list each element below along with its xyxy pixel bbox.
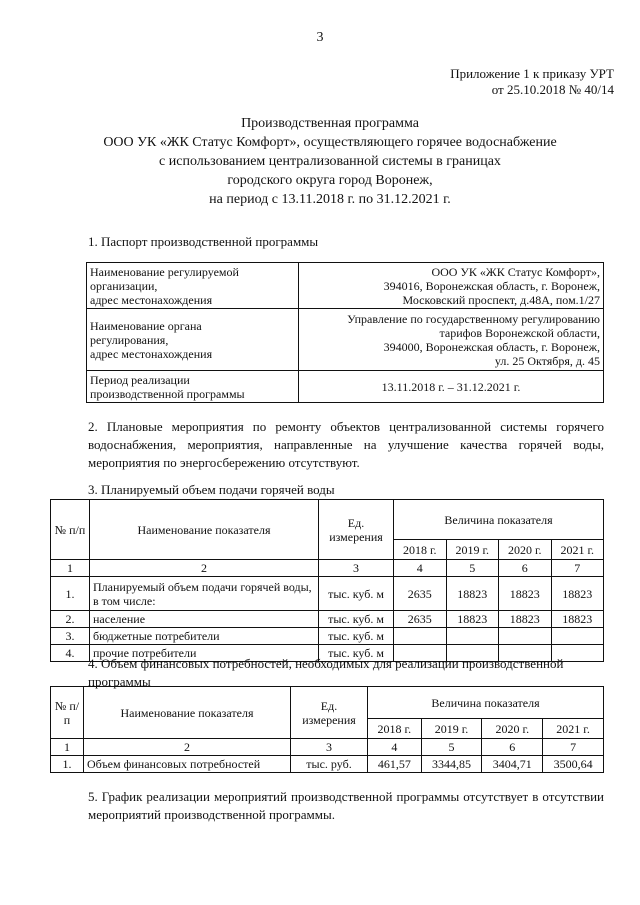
row-value — [551, 628, 604, 645]
col-num: 3 — [319, 560, 394, 577]
row-name: прочие потребители — [90, 645, 319, 662]
row-name: бюджетные потребители — [90, 628, 319, 645]
row-value: 461,57 — [368, 756, 422, 773]
table-header-row — [51, 687, 604, 719]
table-header-row — [51, 500, 604, 540]
title-line-4: городского округа город Воронеж, — [227, 173, 433, 188]
row-value: 3344,85 — [421, 756, 482, 773]
title-line-5: на период с 13.11.2018 г. по 31.12.2021 г. — [209, 192, 451, 207]
row-value: 18823 — [551, 577, 604, 611]
passport-row — [87, 309, 604, 371]
column-number-row — [51, 739, 604, 756]
passport-row — [87, 371, 604, 403]
value-line: ул. 25 Октября, д. 45 — [494, 353, 600, 368]
year-cell: 2020 г. — [499, 540, 552, 560]
col-num: 7 — [551, 560, 604, 577]
year-cell: 2020 г. — [482, 719, 543, 739]
row-value: 18823 — [551, 611, 604, 628]
col-num: 5 — [446, 560, 499, 577]
financial-table — [50, 686, 604, 773]
col-num: 3 — [291, 739, 368, 756]
page-number: 3 — [316, 30, 324, 45]
value-line: Управление по государственному регулированию — [347, 311, 600, 326]
year-cell: 2019 г. — [446, 540, 499, 560]
header-unit: Ед. измерения — [291, 687, 368, 739]
year-cell: 2021 г. — [543, 719, 604, 739]
row-value: 2635 — [394, 577, 447, 611]
row-name: Объем финансовых потребностей — [84, 756, 291, 773]
row-name: население — [90, 611, 319, 628]
year-cell: 2021 г. — [551, 540, 604, 560]
table-row — [51, 577, 604, 611]
row-unit: тыс. куб. м — [319, 645, 394, 662]
col-num: 1 — [51, 560, 90, 577]
header-unit: Ед. измерения — [319, 500, 394, 560]
row-unit: тыс. руб. — [291, 756, 368, 773]
passport-label — [87, 309, 299, 371]
section2-text: 2. Плановые мероприятия по ремонту объектов централизованной системы горячего водоснабжения, мероприятия, направленные на улучшение качества горячей воды, мероприятия по энергосбережению отсутствуют. — [88, 419, 604, 470]
section1-heading: 1. Паспорт производственной программы — [88, 234, 319, 249]
row-value: 2635 — [394, 611, 447, 628]
appendix-line-1: Приложение 1 к приказу УРТ — [450, 66, 614, 81]
row-unit: тыс. куб. м — [319, 611, 394, 628]
row-value: 3500,64 — [543, 756, 604, 773]
header-value: Величина показателя — [368, 687, 604, 719]
header-value: Величина показателя — [394, 500, 604, 540]
col-num: 4 — [394, 560, 447, 577]
row-value: 18823 — [499, 577, 552, 611]
section4-heading: 4. Объем финансовых потребностей, необходимых для реализации производственной программы — [88, 656, 564, 689]
col-num: 1 — [51, 739, 84, 756]
column-number-row — [51, 560, 604, 577]
year-cell: 2018 г. — [368, 719, 422, 739]
row-unit: тыс. куб. м — [319, 577, 394, 611]
label-line: Период реализации — [90, 372, 190, 387]
label-line: Наименование регулируемой — [90, 264, 239, 279]
col-num: 4 — [368, 739, 422, 756]
label-line: адрес местонахождения — [90, 292, 213, 307]
passport-label — [87, 263, 299, 309]
value-line: Московский проспект, д.48А, пом.1/27 — [402, 292, 600, 307]
passport-value — [299, 309, 604, 371]
col-num: 7 — [543, 739, 604, 756]
row-value — [446, 628, 499, 645]
passport-label — [87, 371, 299, 403]
label-line: Наименование органа — [90, 318, 202, 333]
title-line-3: с использованием централизованной системы в границах — [159, 154, 501, 169]
row-value — [394, 628, 447, 645]
col-num: 2 — [84, 739, 291, 756]
col-num: 5 — [421, 739, 482, 756]
value-line: 394000, Воронежская область, г. Воронеж, — [383, 339, 600, 354]
passport-table — [86, 262, 604, 403]
value-line: 394016, Воронежская область, г. Воронеж, — [383, 278, 600, 293]
section5-text: 5. График реализации мероприятий производственной программы отсутствует в отсутствии мероприятий производственной программы. — [88, 789, 604, 822]
year-cell: 2018 г. — [394, 540, 447, 560]
table-row — [51, 628, 604, 645]
label-line: адрес местонахождения — [90, 346, 213, 361]
row-num: 1. — [51, 577, 90, 611]
row-num: 4. — [51, 645, 90, 662]
header-name: Наименование показателя — [84, 687, 291, 739]
appendix-reference — [450, 66, 614, 98]
passport-value — [299, 371, 604, 403]
row-name: Планируемый объем подачи горячей воды, в том числе: — [90, 577, 319, 611]
row-num: 3. — [51, 628, 90, 645]
title-line-1: Производственная программа — [241, 116, 419, 131]
header-name: Наименование показателя — [90, 500, 319, 560]
header-num: № п/п — [51, 687, 84, 739]
value-line: ООО УК «ЖК Статус Комфорт», — [431, 264, 600, 279]
col-num: 6 — [482, 739, 543, 756]
label-line: производственной программы — [90, 386, 245, 401]
row-value: 3404,71 — [482, 756, 543, 773]
header-num: № п/п — [51, 500, 90, 560]
label-line: регулирования, — [90, 332, 169, 347]
row-value: 18823 — [446, 611, 499, 628]
row-value: 18823 — [446, 577, 499, 611]
title-line-2: ООО УК «ЖК Статус Комфорт», осуществляющего горячее водоснабжение — [103, 135, 557, 150]
document-title — [40, 114, 620, 209]
label-line: организации, — [90, 278, 158, 293]
year-cell: 2019 г. — [421, 719, 482, 739]
section3-heading: 3. Планируемый объем подачи горячей воды — [88, 482, 335, 497]
table-row — [51, 611, 604, 628]
row-value: 18823 — [499, 611, 552, 628]
row-num: 2. — [51, 611, 90, 628]
row-num: 1. — [51, 756, 84, 773]
appendix-line-2: от 25.10.2018 № 40/14 — [491, 82, 614, 97]
table-row — [51, 756, 604, 773]
col-num: 2 — [90, 560, 319, 577]
water-supply-table — [50, 499, 604, 662]
value-line: тарифов Воронежской области, — [439, 325, 600, 340]
passport-value — [299, 263, 604, 309]
row-value — [499, 628, 552, 645]
row-unit: тыс. куб. м — [319, 628, 394, 645]
value-line: 13.11.2018 г. – 31.12.2021 г. — [381, 379, 521, 394]
passport-row — [87, 263, 604, 309]
col-num: 6 — [499, 560, 552, 577]
